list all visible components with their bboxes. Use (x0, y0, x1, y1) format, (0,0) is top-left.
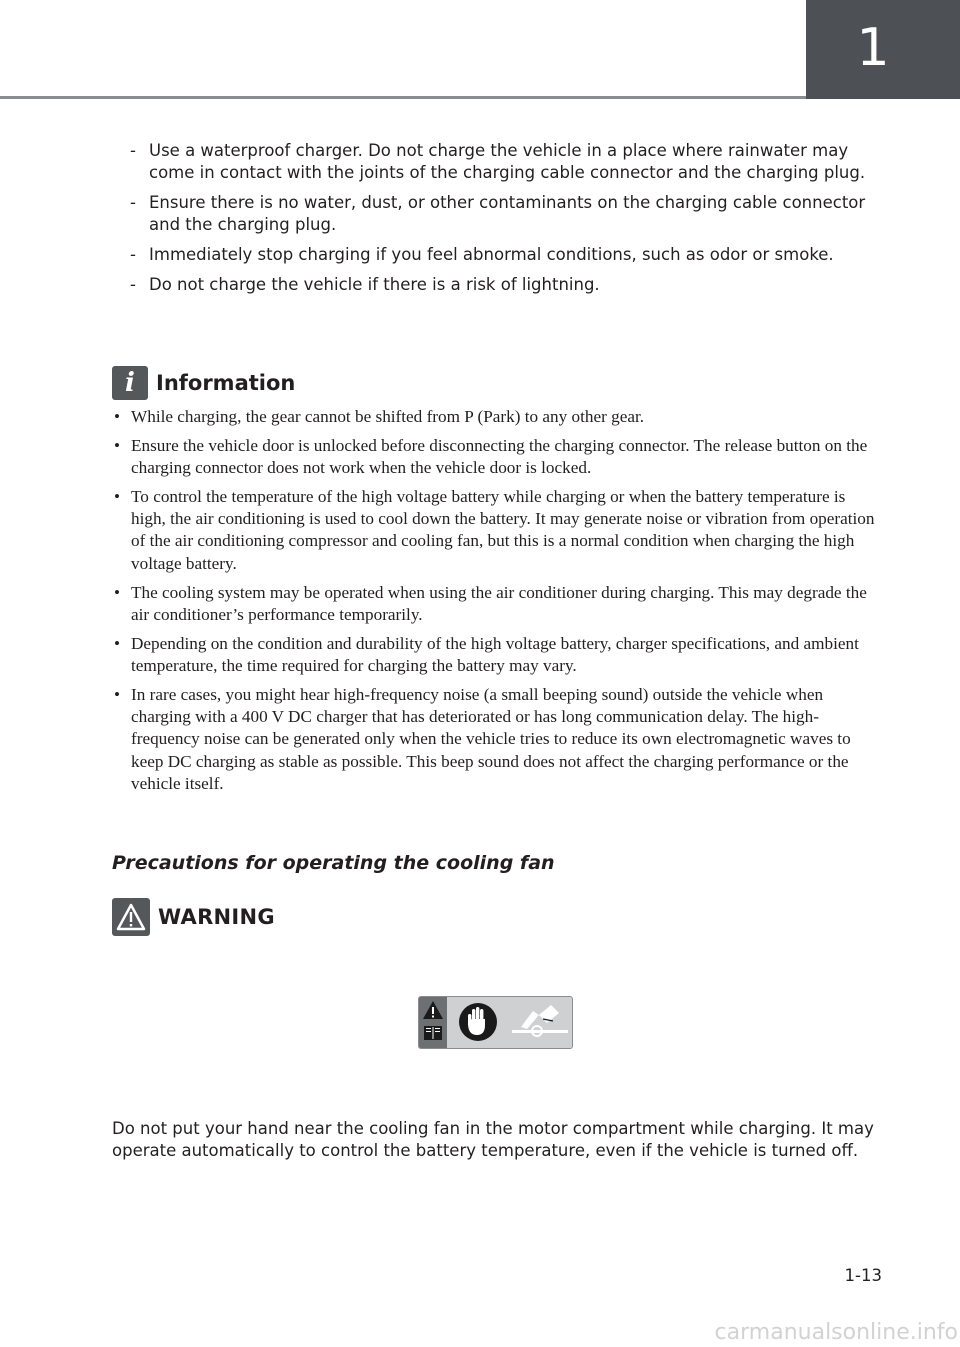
manual-book-icon (424, 1026, 442, 1040)
list-item: - Ensure there is no water, dust, or other contaminants on the charging cable connector and the charging plug. (130, 193, 866, 234)
section-title: Precautions for operating the cooling fan (112, 852, 555, 874)
list-item: • Depending on the condition and durability of the high voltage battery, charger specifications, and ambient temperature, the time required for charging the battery may vary. (114, 633, 859, 675)
header-rule (0, 96, 806, 99)
list-item: - Immediately stop charging if you feel abnormal conditions, such as odor or smoke. (130, 245, 834, 264)
info-icon: i (112, 366, 148, 400)
list-item: - Do not charge the vehicle if there is a risk of lightning. (130, 275, 600, 294)
warning-triangle-icon (112, 898, 150, 936)
warning-label-image (418, 996, 573, 1049)
page-number: 1-13 (844, 1266, 882, 1285)
warning-title: WARNING (158, 905, 275, 929)
warning-heading (112, 898, 275, 936)
information-list (112, 406, 878, 802)
warning-triangle-icon (423, 1001, 443, 1019)
cooling-fan-hand-icon (512, 1005, 568, 1036)
list-item: • Ensure the vehicle door is unlocked before disconnecting the charging connector. The release button on the charging connector does not work when the vehicle door is locked. (114, 435, 868, 478)
list-item: • The cooling system may be operated when using the air conditioner during charging. This may degrade the air conditioner’s performance temporarily. (114, 582, 867, 624)
list-item: • To control the temperature of the high voltage battery while charging or when the battery temperature is high, the air conditioning is used to cool down the battery. It may generate noise or vibration from operation of the air conditioning compressor and cooling fan, but this is a normal condition when charging the high voltage battery. (114, 486, 875, 573)
information-title: Information (156, 371, 296, 395)
chapter-number: 1 (856, 18, 890, 78)
list-item: • In rare cases, you might hear high-frequency noise (a small beeping sound) outside the vehicle when charging with a 400 V DC charger that has deteriorated or has long communication delay. The high-frequency noise can be generated only when the vehicle tries to reduce its own electromagnetic waves to keep DC charging as stable as possible. This beep sound does not affect the charging performance or the vehicle itself. (114, 684, 851, 793)
information-heading (112, 366, 295, 400)
watermark: carmanualsonline.info (714, 1320, 958, 1345)
requirements-list (130, 140, 890, 304)
warning-text: Do not put your hand near the cooling fan in the motor compartment while charging. It may operate automatically to control the battery temperature, even if the vehicle is turned off. (112, 1119, 874, 1160)
hand-stop-icon (459, 1003, 497, 1041)
list-item: • While charging, the gear cannot be shifted from P (Park) to any other gear. (114, 407, 645, 426)
list-item: - Use a waterproof charger. Do not charge the vehicle in a place where rainwater may come in contact with the joints of the charging cable connector and the charging plug. (130, 141, 866, 182)
